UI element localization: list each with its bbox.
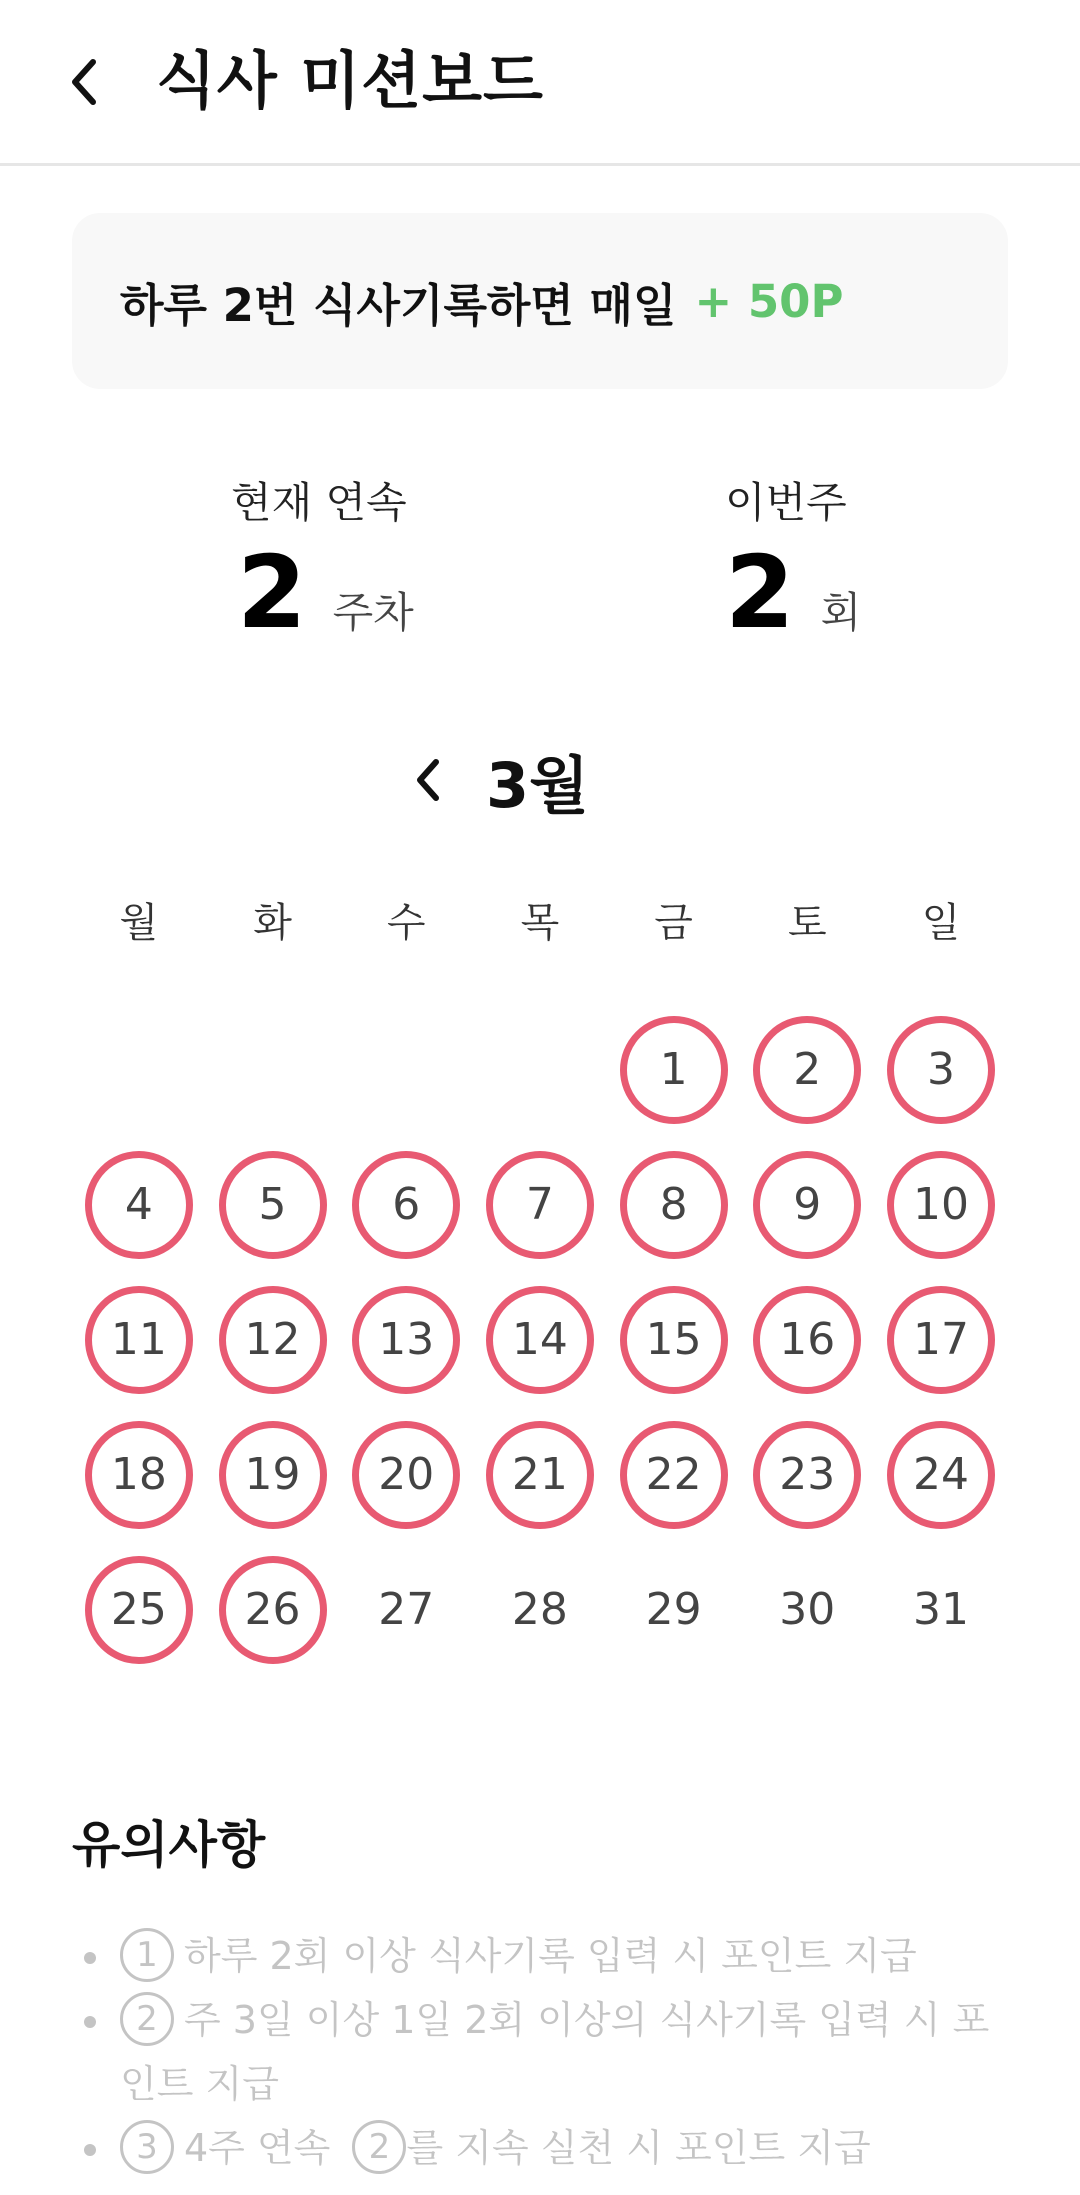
weekday-label: 목 [520,900,560,946]
prev-month-button[interactable] [400,744,456,816]
day-cell [607,1542,741,1677]
calendar-day-completed[interactable]: 19 [219,1421,327,1529]
empty-day-cell [72,1002,206,1137]
calendar-day[interactable]: 27 [378,1584,435,1635]
notice-item [84,1924,1024,1988]
calendar-day-completed[interactable]: 12 [219,1286,327,1394]
calendar-day-completed[interactable]: 24 [887,1421,995,1529]
circled-number: 1 [120,1928,174,1982]
this-week-label: 이번주 [725,478,847,527]
calendar-day[interactable]: 31 [912,1584,969,1635]
day-cell [874,1272,1008,1407]
weekday-label: 금 [654,900,693,946]
calendar-day-completed[interactable]: 4 [85,1151,193,1259]
calendar-day-completed[interactable]: 9 [753,1151,861,1259]
streak-value: 2 [237,534,307,651]
calendar-day-completed[interactable]: 7 [486,1151,594,1259]
day-cell [473,1137,607,1272]
calendar-day-completed[interactable]: 21 [486,1421,594,1529]
day-cell [473,1542,607,1677]
calendar-day-completed[interactable]: 3 [887,1016,995,1124]
day-cell [740,1542,874,1677]
day-cell [72,1407,206,1542]
calendar-day-completed[interactable]: 6 [352,1151,460,1259]
this-week-value: 2 [725,534,795,651]
notice-text: 주 3일 이상 1일 2회 이상의 식사기록 입력 시 포인트 지급 [120,1998,990,2106]
day-cell [72,1137,206,1272]
app-header [0,0,1080,166]
day-cell [740,1407,874,1542]
notice-text: 하루 2회 이상 식사기록 입력 시 포인트 지급 [184,1934,917,1978]
notice-item [84,2116,1024,2180]
day-cell [473,1272,607,1407]
calendar-grid [72,1002,1008,1677]
weekday-label: 일 [921,900,961,946]
day-cell [740,1002,874,1137]
banner-points: + 50P [694,274,844,328]
calendar-day-completed[interactable]: 26 [219,1556,327,1664]
calendar-day-completed[interactable]: 16 [753,1286,861,1394]
day-cell [874,1002,1008,1137]
notice-list [84,1924,1024,2180]
notice-text: 를 지속 실천 시 포인트 지급 [406,2126,871,2170]
calendar-day-completed[interactable]: 2 [753,1016,861,1124]
empty-day-cell [473,1002,607,1137]
calendar-day[interactable]: 30 [779,1584,836,1635]
this-week-stat [725,470,1025,651]
weekday-header [72,888,1008,958]
day-cell [339,1137,473,1272]
calendar-day-completed[interactable]: 18 [85,1421,193,1529]
calendar-day-completed[interactable]: 22 [620,1421,728,1529]
day-cell [72,1542,206,1677]
calendar-day-completed[interactable]: 13 [352,1286,460,1394]
calendar-day-completed[interactable]: 25 [85,1556,193,1664]
day-cell [339,1542,473,1677]
weekday-label: 토 [787,900,827,946]
day-cell [874,1407,1008,1542]
streak-unit: 주차 [332,588,414,637]
chevron-left-icon [413,757,443,803]
weekday-label: 수 [386,900,426,946]
month-navigation [400,730,589,830]
calendar-day[interactable]: 28 [511,1584,568,1635]
day-cell [740,1272,874,1407]
empty-day-cell [339,1002,473,1137]
calendar-day[interactable]: 29 [645,1584,702,1635]
back-button[interactable] [52,46,116,118]
day-cell [607,1272,741,1407]
calendar-day-completed[interactable]: 17 [887,1286,995,1394]
day-cell [339,1407,473,1542]
chevron-left-icon [67,56,101,108]
day-cell [740,1137,874,1272]
banner-text: 하루 2번 식사기록하면 매일 [120,278,677,332]
calendar-day-completed[interactable]: 23 [753,1421,861,1529]
day-cell [206,1407,340,1542]
day-cell [473,1407,607,1542]
day-cell [607,1137,741,1272]
day-cell [206,1272,340,1407]
calendar-day-completed[interactable]: 14 [486,1286,594,1394]
day-cell [206,1137,340,1272]
circled-number-ref: 2 [352,2120,406,2174]
day-cell [607,1407,741,1542]
day-cell [206,1542,340,1677]
reward-banner [72,213,1008,389]
calendar-day-completed[interactable]: 20 [352,1421,460,1529]
calendar-day-completed[interactable]: 10 [887,1151,995,1259]
day-cell [874,1542,1008,1677]
calendar-day-completed[interactable]: 8 [620,1151,728,1259]
empty-day-cell [206,1002,340,1137]
day-cell [607,1002,741,1137]
calendar-day-completed[interactable]: 5 [219,1151,327,1259]
this-week-unit: 회 [820,588,862,637]
calendar-day-completed[interactable]: 15 [620,1286,728,1394]
calendar-day-completed[interactable]: 11 [85,1286,193,1394]
notice-text: 4주 연속 [184,2126,331,2170]
streak-label: 현재 연속 [231,478,407,527]
month-label: 3월 [486,748,590,822]
day-cell [72,1272,206,1407]
day-cell [339,1272,473,1407]
notice-item [84,1988,1024,2116]
day-cell [874,1137,1008,1272]
calendar-day-completed[interactable]: 1 [620,1016,728,1124]
weekday-label: 월 [119,900,159,946]
notice-title: 유의사항 [72,1816,266,1874]
page-title: 식사 미션보드 [156,44,544,117]
circled-number: 3 [120,2120,174,2174]
circled-number: 2 [120,1992,174,2046]
weekday-label: 화 [253,900,292,946]
streak-stat [231,470,531,651]
